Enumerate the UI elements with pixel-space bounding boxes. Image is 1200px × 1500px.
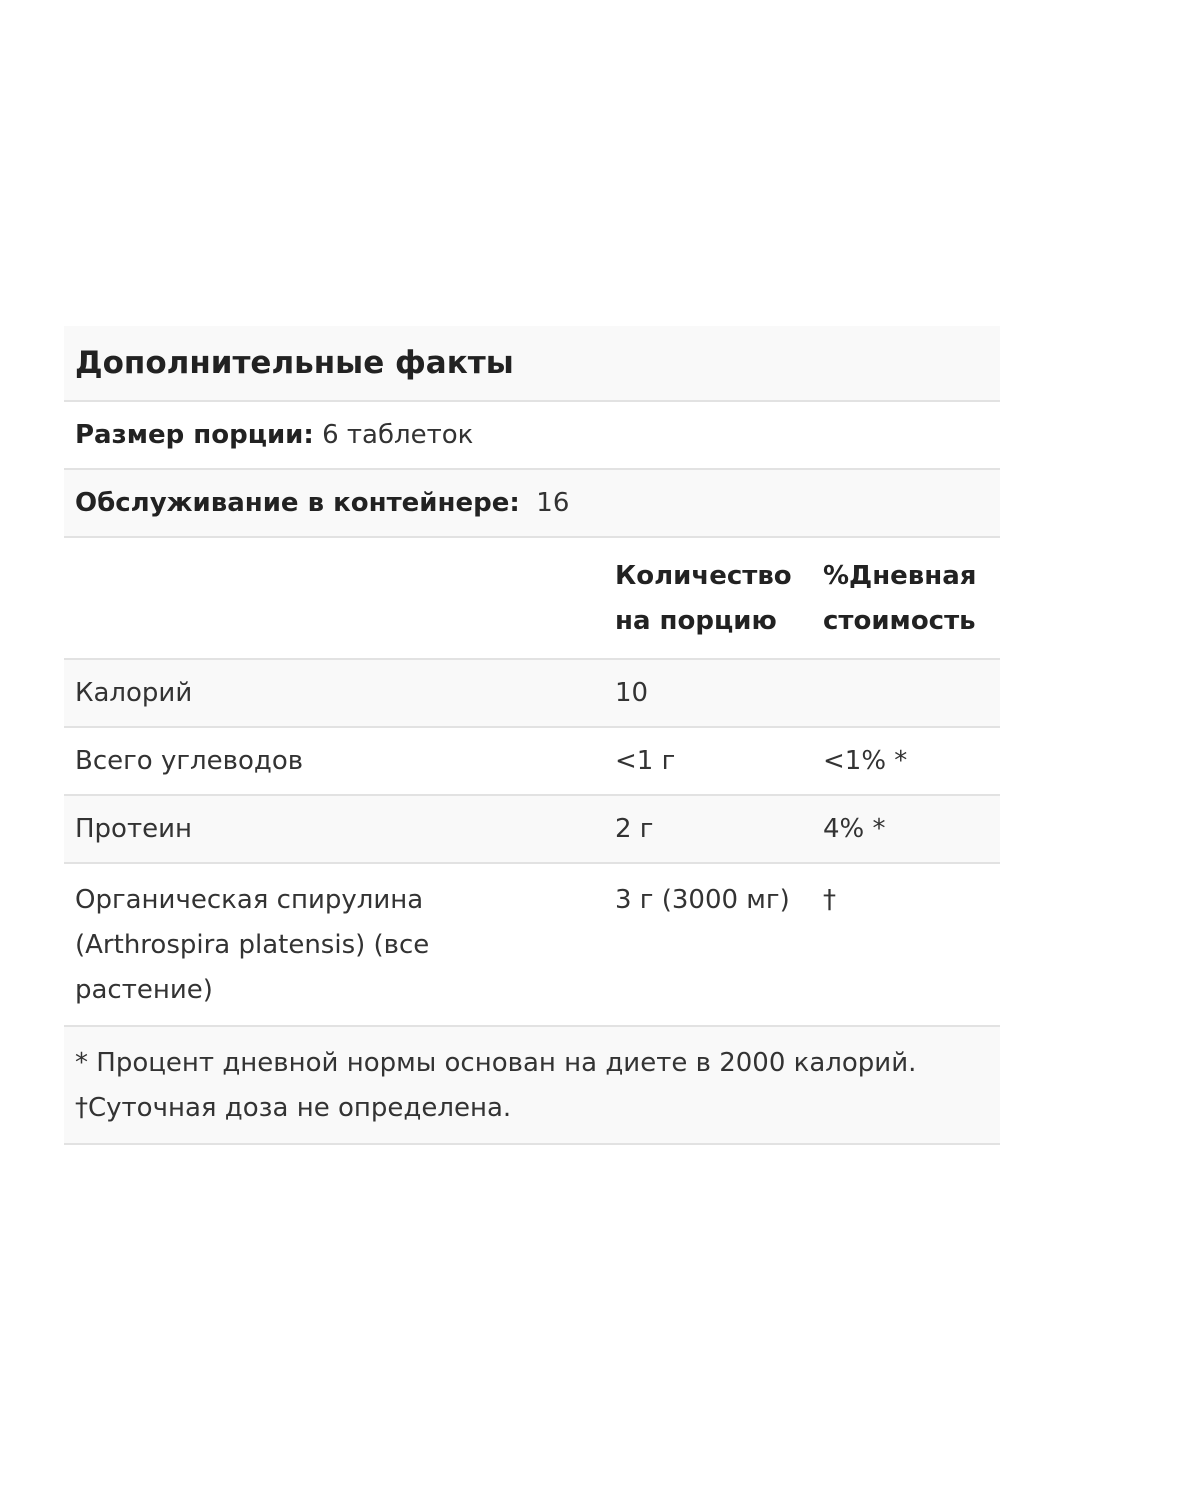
nutrient-name-line1: Органическая спирулина <box>75 885 424 915</box>
amount-header-line2: на порцию <box>615 606 777 636</box>
nutrient-header <box>64 537 604 659</box>
table-row <box>64 727 1000 795</box>
nutrient-amount: 3 г (3000 мг) <box>604 863 812 1026</box>
nutrient-daily-value: † <box>812 863 1000 1026</box>
amount-header-line1: Количество <box>615 561 792 591</box>
nutrient-name-line2: (Arthrospira platensis) (все <box>75 930 430 960</box>
footnotes <box>64 1026 1000 1144</box>
table-row <box>64 659 1000 727</box>
nutrient-amount: 2 г <box>604 795 812 863</box>
servings-per-container-value: 16 <box>536 488 570 518</box>
table-row <box>64 863 1000 1026</box>
daily-value-header-line2: стоимость <box>823 606 976 636</box>
serving-size-label: Размер порции: <box>75 420 314 450</box>
nutrient-name <box>64 863 604 1026</box>
serving-size-row <box>64 401 1000 469</box>
footnote-dagger: †Суточная доза не определена. <box>75 1093 512 1123</box>
nutrient-amount: 10 <box>604 659 812 727</box>
daily-value-header <box>812 537 1000 659</box>
nutrient-name: Калорий <box>64 659 604 727</box>
table-title: Дополнительные факты <box>64 326 1000 401</box>
footnote-daily-value: * Процент дневной нормы основан на диете в 2000 калорий. <box>75 1048 917 1078</box>
footnote-row <box>64 1026 1000 1144</box>
nutrient-daily-value: <1% * <box>812 727 1000 795</box>
nutrient-name: Всего углеводов <box>64 727 604 795</box>
servings-per-container-label: Обслуживание в контейнере: <box>75 488 520 518</box>
table-row <box>64 795 1000 863</box>
supplement-facts-table <box>64 326 1000 1145</box>
nutrient-name: Протеин <box>64 795 604 863</box>
nutrient-daily-value <box>812 659 1000 727</box>
column-header-row <box>64 537 1000 659</box>
nutrient-name-line3: растение) <box>75 975 213 1005</box>
servings-per-container-row <box>64 469 1000 537</box>
nutrient-daily-value: 4% * <box>812 795 1000 863</box>
serving-size-value: 6 таблеток <box>322 420 474 450</box>
amount-header <box>604 537 812 659</box>
daily-value-header-line1: %Дневная <box>823 561 977 591</box>
title-row <box>64 326 1000 401</box>
nutrient-amount: <1 г <box>604 727 812 795</box>
